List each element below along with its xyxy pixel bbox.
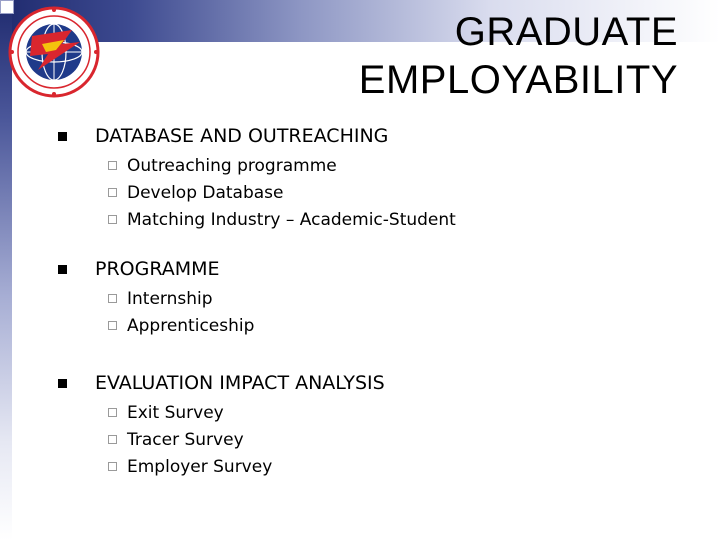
sub-bullet-text: Outreaching programme — [127, 155, 337, 176]
sub-bullet-text: Tracer Survey — [127, 429, 244, 450]
checkbox-bullet-icon — [108, 321, 117, 330]
section-heading-row — [58, 120, 698, 152]
sub-bullet-item — [108, 426, 698, 453]
section-database-outreaching — [58, 120, 698, 233]
title-line-1: GRADUATE — [454, 10, 678, 54]
section-heading: DATABASE AND OUTREACHING — [95, 125, 389, 147]
sub-bullet-list — [58, 152, 698, 233]
square-bullet-icon — [58, 132, 67, 141]
sub-bullet-text: Employer Survey — [127, 456, 273, 477]
sub-bullet-item — [108, 206, 698, 233]
title-line-2: EMPLOYABILITY — [358, 58, 678, 102]
sub-bullet-list — [58, 285, 698, 339]
sub-bullet-item — [108, 453, 698, 480]
sub-bullet-list — [58, 399, 698, 480]
slide-title — [158, 8, 678, 104]
section-evaluation-impact-analysis — [58, 367, 698, 480]
section-programme — [58, 253, 698, 339]
ministry-seal-icon — [2, 0, 112, 110]
sub-bullet-item — [108, 399, 698, 426]
sub-bullet-text: Exit Survey — [127, 402, 224, 423]
checkbox-bullet-icon — [108, 294, 117, 303]
section-heading-row — [58, 367, 698, 399]
sub-bullet-item — [108, 179, 698, 206]
checkbox-bullet-icon — [108, 215, 117, 224]
sub-bullet-item — [108, 285, 698, 312]
sub-bullet-text: Develop Database — [127, 182, 284, 203]
section-heading: EVALUATION IMPACT ANALYSIS — [95, 372, 385, 394]
checkbox-bullet-icon — [108, 188, 117, 197]
section-heading: PROGRAMME — [95, 258, 220, 280]
sub-bullet-text: Matching Industry – Academic-Student — [127, 209, 456, 230]
section-heading-row — [58, 253, 698, 285]
square-bullet-icon — [58, 379, 67, 388]
bullet-content — [58, 120, 698, 480]
sub-bullet-text: Internship — [127, 288, 213, 309]
checkbox-bullet-icon — [108, 462, 117, 471]
sub-bullet-text: Apprenticeship — [127, 315, 255, 336]
checkbox-bullet-icon — [108, 408, 117, 417]
checkbox-bullet-icon — [108, 435, 117, 444]
checkbox-bullet-icon — [108, 161, 117, 170]
sub-bullet-item — [108, 312, 698, 339]
square-bullet-icon — [58, 265, 67, 274]
sub-bullet-item — [108, 152, 698, 179]
